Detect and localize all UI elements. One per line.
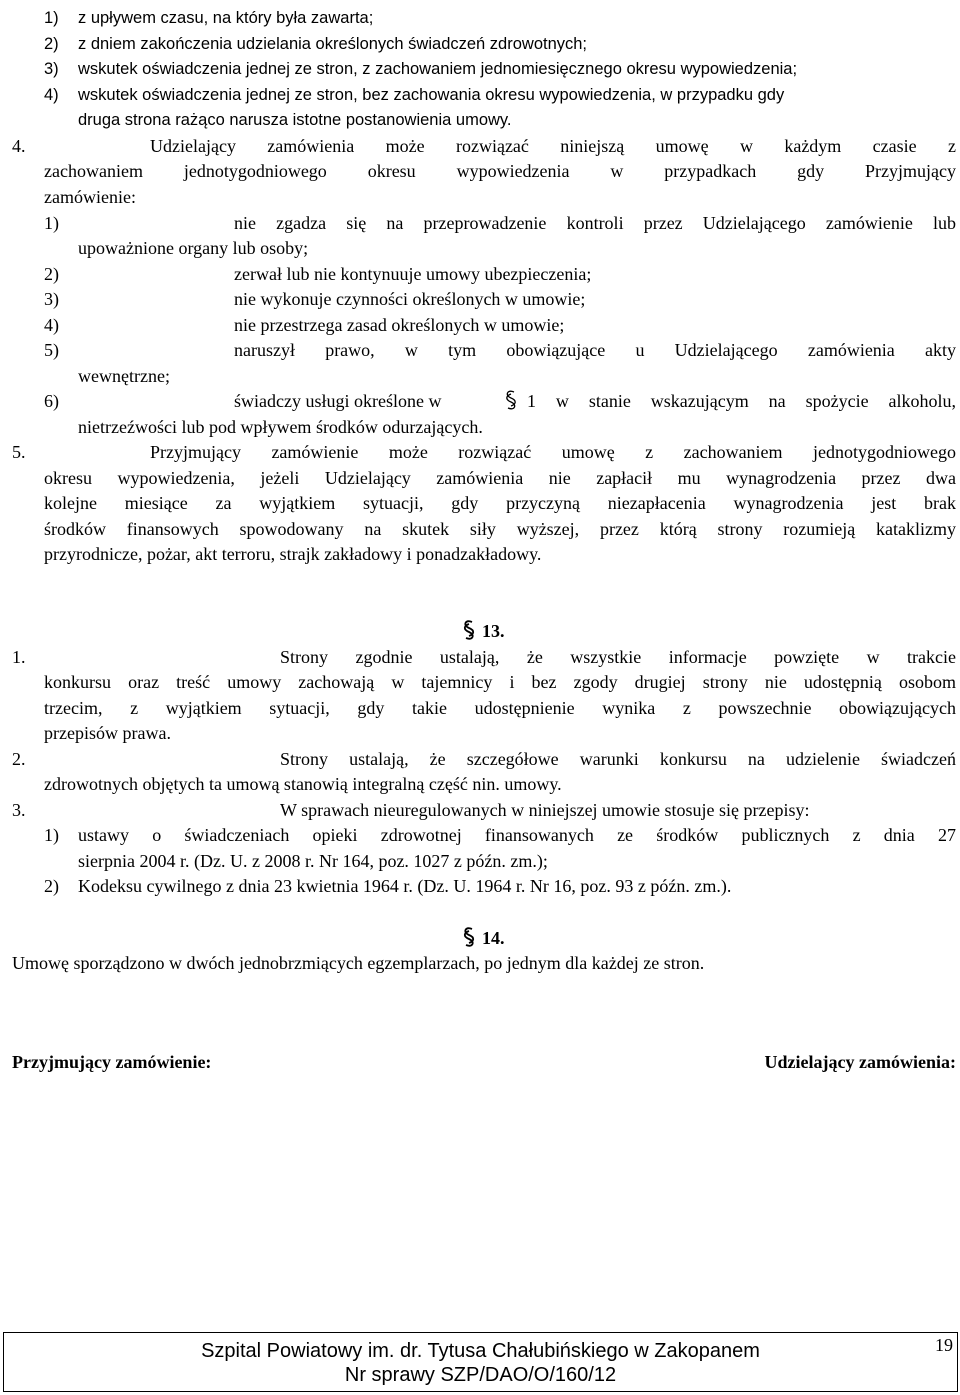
list-item: naruszył prawo, w tym obowiązujące u Udzielającego zamówienia akty: [234, 340, 956, 360]
list-item: z upływem czasu, na który była zawarta;: [78, 9, 374, 27]
paragraph-line: zamówienie:: [44, 187, 136, 207]
list-item: ustawy o świadczeniach opieki zdrowotnej finansowanych ze środków publicznych z dnia 27: [78, 825, 956, 845]
paragraph-line: W sprawach nieuregulowanych w niniejszej umowie stosuje się przepisy:: [280, 800, 810, 820]
list-item-number: 6): [44, 391, 59, 411]
list-item: z dniem zakończenia udzielania określonych świadczeń zdrowotnych;: [78, 35, 588, 53]
paragraph-number: 2.: [12, 749, 26, 769]
paragraph-line: kolejne miesiące za wyjątkiem sytuacji, gdy przyczyną niezapłacenia wynagrodzenia jest brak: [44, 493, 956, 513]
list-item-number: 2): [44, 264, 59, 284]
list-item-continuation: upoważnione organy lub osoby;: [78, 238, 309, 258]
section-sign-icon: [504, 389, 518, 419]
list-item: nie zgadza się na przeprowadzenie kontroli przez Udzielającego zamówienie lub: [234, 213, 956, 233]
list-item-number: 3): [44, 60, 59, 78]
list-item-number: 1): [44, 9, 59, 27]
list-item-part: 1 w stanie wskazującym na spożycie alkoholu,: [527, 391, 956, 411]
paragraph-line: przepisów prawa.: [44, 723, 171, 743]
paragraph-line: trzecim, z wyjątkiem sytuacji, gdy takie udostępnienie wynika z powszechnie obowiązujących: [44, 698, 956, 718]
list-item-continuation: wewnętrzne;: [78, 366, 170, 386]
paragraph-line: zdrowotnych objętych ta umową stanowią integralną część nin. umowy.: [44, 774, 562, 794]
paragraph-line: okresu wypowiedzenia, jeżeli Udzielający zamówienia nie zapłacił mu wynagrodzenia przez dwa: [44, 468, 956, 488]
list-item: Kodeksu cywilnego z dnia 23 kwietnia 1964 r. (Dz. U. 1964 r. Nr 16, poz. 93 z późn. zm.).: [78, 876, 732, 896]
list-item-number: 4): [44, 315, 59, 335]
list-item: nie wykonuje czynności określonych w umowie;: [234, 289, 586, 309]
footer-institution: Szpital Powiatowy im. dr. Tytusa Chałubińskiego w Zakopanem: [201, 1340, 760, 1362]
paragraph-line: Umowę sporządzono w dwóch jednobrzmiących egzemplarzach, po jednym dla każdej ze stron.: [12, 953, 705, 973]
list-item-number: 5): [44, 340, 59, 360]
paragraph-line: zachowaniem jednotygodniowego okresu wypowiedzenia w przypadkach gdy Przyjmujący: [44, 161, 956, 181]
paragraph-line: konkursu oraz treść umowy zachowają w tajemnicy i bez zgody drugiej strony nie udostępnią osobom: [44, 672, 956, 692]
paragraph-line: Przyjmujący zamówienie może rozwiązać umowę z zachowaniem jednotygodniowego: [150, 442, 956, 462]
paragraph-line: Strony ustalają, że szczegółowe warunki konkursu na udzielenie świadczeń: [280, 749, 956, 769]
paragraph-number: 5.: [12, 442, 26, 462]
list-item-part: świadczy usługi określone w: [234, 391, 442, 411]
list-item-continuation: druga strona rażąco narusza istotne postanowienia umowy.: [78, 111, 512, 129]
paragraph-number: 1.: [12, 647, 26, 667]
page-footer: [3, 1332, 958, 1392]
paragraph-line: Udzielający zamówienia może rozwiązać niniejszą umowę w każdym czasie z: [150, 136, 956, 156]
list-item: wskutek oświadczenia jednej ze stron, bez zachowania okresu wypowiedzenia, w przypadku gdy: [78, 86, 785, 104]
list-item-number: 2): [44, 876, 59, 896]
section-number: 14.: [482, 928, 505, 948]
paragraph-number: 4.: [12, 136, 26, 156]
list-item-number: 1): [44, 825, 59, 845]
signature-label-client: Udzielający zamówienia:: [764, 1052, 956, 1072]
signature-label-contractor: Przyjmujący zamówienie:: [12, 1052, 212, 1072]
list-item: wskutek oświadczenia jednej ze stron, z zachowaniem jednomiesięcznego okresu wypowiedzenia;: [78, 60, 798, 78]
list-item: zerwał lub nie kontynuuje umowy ubezpieczenia;: [234, 264, 592, 284]
list-item-number: 1): [44, 213, 59, 233]
list-item: nie przestrzega zasad określonych w umowie;: [234, 315, 565, 335]
section-number: 13.: [482, 621, 505, 641]
footer-case-number: Nr sprawy SZP/DAO/O/160/12: [344, 1364, 617, 1386]
list-item-continuation: nietrzeźwości lub pod wpływem środków odurzających.: [78, 417, 483, 437]
list-item-number: 2): [44, 35, 59, 53]
page-number: 19: [935, 1335, 953, 1355]
paragraph-line: środków finansowych spowodowany na skutek siły wyższej, przez którą strony rozumieją kataklizmy: [44, 519, 956, 539]
list-item-number: 4): [44, 86, 59, 104]
list-item-number: 3): [44, 289, 59, 309]
paragraph-line: Strony zgodnie ustalają, że wszystkie informacje powzięte w trakcie: [280, 647, 956, 667]
paragraph-number: 3.: [12, 800, 26, 820]
paragraph-line: przyrodnicze, pożar, akt terroru, strajk zakładowy i ponadzakładowy.: [44, 544, 542, 564]
list-item-continuation: sierpnia 2004 r. (Dz. U. z 2008 r. Nr 164, poz. 1027 z późn. zm.);: [78, 851, 548, 871]
